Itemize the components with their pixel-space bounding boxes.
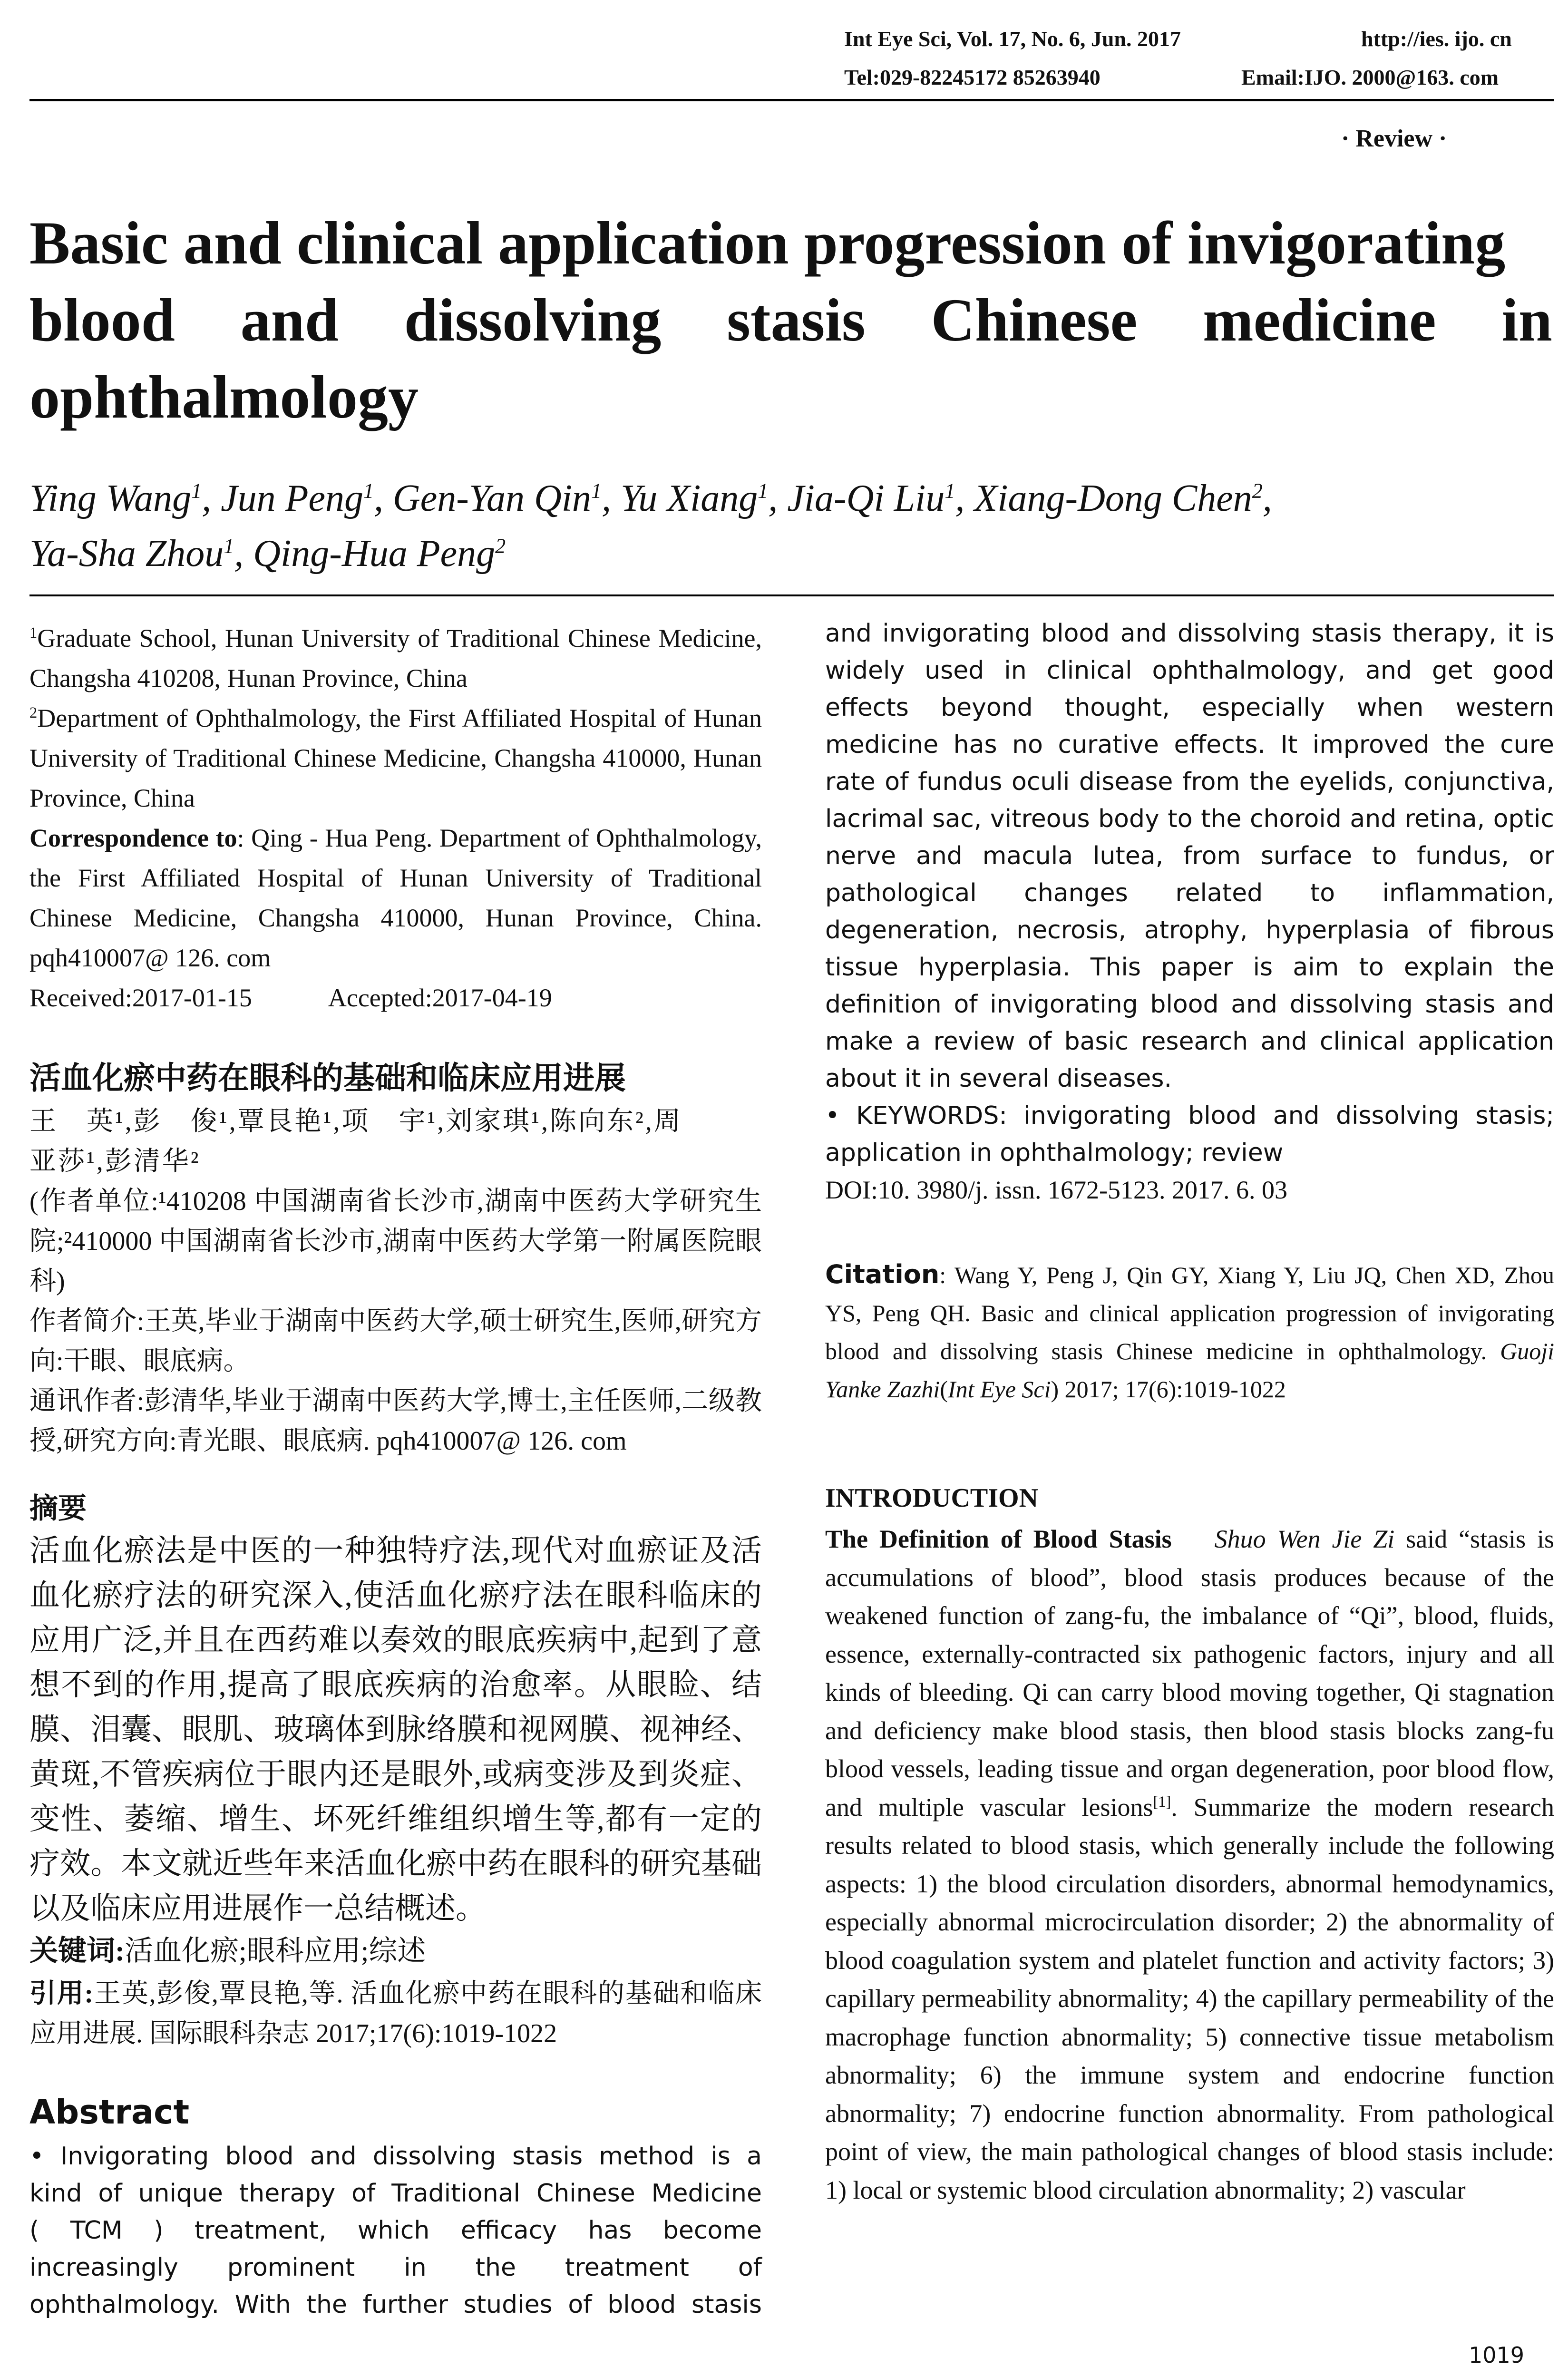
affiliation-1 [29, 618, 762, 698]
author-sep: , [373, 477, 393, 519]
word: of [98, 2179, 122, 2208]
abstract-line [29, 2286, 762, 2323]
author-sep: , [234, 533, 253, 575]
author-name: Yu Xiang [621, 477, 758, 519]
word: and [310, 2142, 357, 2171]
word: further [362, 2290, 448, 2319]
word: the [306, 2290, 347, 2319]
title-word: in [1501, 286, 1552, 354]
word: is [711, 2142, 730, 2171]
word: ophthalmology. [29, 2290, 220, 2319]
cn-keywords-label: 关键词: [29, 1935, 125, 1967]
journal-tel: Tel:029-82245172 85263940 [844, 65, 1101, 89]
author-aff: 1 [191, 479, 202, 503]
citation-label: Citation [825, 1259, 940, 1289]
author-name: Ya-Sha Zhou [29, 533, 224, 575]
word: become [662, 2216, 762, 2245]
abstract-continued: and invigorating blood and dissolving stasis therapy, it is widely used in clinical ophthalmology, and get good effects beyond thought, especially when western medicine has no curative effects. It improved the cure rate of fundus oculi disease from the eyelids, conjunctiva, lacrimal sac, vitreous body to the choroid and retina, optic nerve and macula lutea, from surface to fundus, or pathological changes related to inflammation, degeneration, necrosis, atrophy, hyperplasia of fibrous tissue hyperplasia. This paper is aim to explain the definition of invigorating blood and dissolving stasis and make a review of basic research and clinical application about it in several diseases. [825, 619, 1554, 1093]
word: blood [607, 2290, 676, 2319]
affiliation-2 [29, 698, 762, 818]
aff-number: 2 [29, 704, 38, 721]
authors-rule [29, 594, 1554, 596]
cn-authors-line: 亚莎¹,彭清华² [29, 1147, 201, 1176]
title-line-2 [29, 282, 1552, 359]
author-sep: , [955, 477, 974, 519]
word: dissolving [372, 2142, 496, 2171]
author-name: Jia-Qi Liu [787, 477, 945, 519]
word: blood [225, 2142, 294, 2171]
word: Chinese [536, 2179, 635, 2208]
title-word: dissolving [404, 286, 662, 354]
intro-paragraph [825, 1520, 1554, 2209]
word: the [475, 2253, 516, 2282]
word: increasingly [29, 2253, 178, 2282]
intro-heading: INTRODUCTION [825, 1483, 1039, 1513]
journal-url[interactable]: http://ies. ijo. cn [1361, 27, 1512, 51]
correspondence-text: : Qing - Hua Peng. Department of Ophthalmology, the First Affiliated Hospital of Hunan University of Traditional Chinese Medicine, Changsha 410000, Hunan Province, China. pqh410007@ 126. com [29, 824, 762, 972]
word: of [351, 2179, 376, 2208]
word: TCM [70, 2216, 123, 2245]
author-aff: 1 [363, 479, 374, 503]
accepted-date: Accepted:2017-04-19 [328, 984, 552, 1012]
word: • [29, 2142, 44, 2171]
cn-authors [29, 1101, 762, 1181]
word: Traditional [391, 2179, 520, 2208]
author-name: Jun Peng [221, 477, 363, 519]
title-word: and [240, 286, 339, 354]
cn-citation-text [29, 1974, 762, 2054]
title-word: blood [29, 286, 175, 354]
word: ( [29, 2216, 39, 2245]
author-aff: 1 [224, 534, 234, 558]
cn-citation [29, 1974, 762, 2054]
author-aff: 2 [495, 534, 506, 558]
abstract-line [29, 2249, 762, 2286]
word: which [357, 2216, 430, 2245]
author-sep: , [768, 477, 788, 519]
article-title [29, 205, 1556, 436]
abstract-line [29, 2175, 762, 2212]
abstract-heading: Abstract [29, 2093, 190, 2132]
cn-contact: 通讯作者:彭清华,毕业于湖南中医药大学,博士,主任医师,二级教授,研究方向:青光眼、眼底病. pqh410007@ 126. com [29, 1386, 762, 1456]
word: of [568, 2290, 592, 2319]
aff-number: 1 [29, 624, 38, 642]
reference-marker[interactable]: [1] [1153, 1793, 1171, 1811]
aff-text: Graduate School, Hunan University of Traditional Chinese Medicine, Changsha 410208, Hunan Province, China [29, 624, 762, 692]
journal-line: Int Eye Sci, Vol. 17, No. 6, Jun. 2017 [844, 27, 1181, 51]
word: treatment [565, 2253, 689, 2282]
intro-text: . Summarize the modern research results related to blood stasis, which generally include the following aspects: 1) the blood circulation disorders, abnormal hemodynamics, especially abnormal microcirculation disorder; 2) the abnormality of blood coagulation system and platelet function and activity factors; 3) capillary permeability abnormality; 4) the capillary permeability of the macrophage function abnormality; 5) connective tissue metabolism abnormality; 6) the immune system and endocrine function abnormality; 7) endocrine function abnormality. From pathological point of view, the main pathological changes of blood stasis include: 1) local or systemic blood circulation abnormality; 2) vascular [825, 1792, 1555, 2204]
author-sep: , [602, 477, 621, 519]
abstract-keywords: • KEYWORDS: invigorating blood and dissolving stasis; application in ophthalmology; review [825, 1101, 1554, 1167]
author-line-2 [29, 526, 1272, 581]
citation-volume: ) 2017; 17(6):1019-1022 [1051, 1376, 1286, 1403]
cn-authors-line: 王 英¹,彭 俊¹,覃艮艳¹,项 宇¹,刘家琪¹,陈向东²,周 [29, 1107, 682, 1136]
word: method [599, 2142, 695, 2171]
citation-text: : Wang Y, Peng J, Qin GY, Xiang Y, Liu JQ, Chen XD, Zhou YS, Peng QH. Basic and clinical application progression of invigorating blood and dissolving stasis Chinese medicine in ophthalmology. [825, 1262, 1554, 1364]
aff-text: Department of Ophthalmology, the First Affiliated Hospital of Hunan University of Traditional Chinese Medicine, Changsha 410000, Hunan Province, China [29, 704, 762, 812]
cn-keywords [29, 1931, 762, 1971]
intro-subhead: The Definition of Blood Stasis [825, 1525, 1172, 1553]
citation-journal-en: Int Eye Sci [947, 1376, 1051, 1403]
author-name: Gen-Yan Qin [392, 477, 592, 519]
word: Invigorating [60, 2142, 209, 2171]
author-aff: 2 [1252, 479, 1263, 503]
citation [825, 1256, 1554, 1408]
citation-journal: Guoji Yanke Zazhi [825, 1338, 1554, 1403]
word: therapy [239, 2179, 336, 2208]
title-word: stasis [727, 286, 866, 354]
word: a [747, 2142, 762, 2171]
word: of [738, 2253, 762, 2282]
abstract-right [825, 615, 1554, 1208]
cn-abstract: 活血化瘀法是中医的一种独特疗法,现代对血瘀证及活血化瘀疗法的研究深入,使活血化瘀疗法在眼科临床的应用广泛,并且在西药难以奏效的眼底疾病中,起到了意想不到的作用,提高了眼底疾病的治愈率。从眼睑、结膜、泪囊、眼肌、玻璃体到脉络膜和视网膜、视神经、黄斑,不管疾病位于眼内还是眼外,或病变涉及到炎症、变性、萎缩、增生、坏死纤维组织增生等,都有一定的疗效。本文就近些年来活血化瘀中药在眼科的研究基础以及临床应用进展作一总结概述。 [29, 1534, 762, 1925]
correspondence-label: Correspondence to [29, 824, 237, 852]
abstract-line [29, 2138, 762, 2175]
title-word: medicine [1202, 286, 1436, 354]
abstract-line [29, 2212, 762, 2249]
abstract-left [29, 2138, 762, 2323]
title-line-3: ophthalmology [29, 363, 419, 431]
author-aff: 1 [591, 479, 602, 503]
journal-email[interactable]: Email:IJO. 2000@163. com [1241, 65, 1499, 89]
intro-text: said “stasis is accumulations of blood”, blood stasis produces because of the weakened function of zang-fu, the imbalance of “Qi”, blood, fluids, essence, externally-contracted six pathogenic factors, injury and all kinds of bleeding. Qi can carry blood moving together, Qi stagnation and deficiency make blood stasis, then blood stasis blocks zang-fu blood vessels, leading tissue and organ degeneration, poor blood flow, and multiple vascular lesions [825, 1525, 1554, 1822]
word: unique [138, 2179, 223, 2208]
cn-citation-label: 引用: [29, 1979, 94, 2008]
correspondence [29, 818, 762, 978]
affiliations [29, 618, 762, 1018]
cn-abstract-heading: 摘要 [29, 1493, 87, 1524]
word: in [404, 2253, 427, 2282]
word: treatment, [194, 2216, 327, 2245]
page-number: 1019 [1469, 2342, 1525, 2368]
author-name: Xiang-Dong Chen [974, 477, 1252, 519]
header-rule [29, 99, 1554, 101]
author-aff: 1 [758, 479, 769, 503]
intro-body [825, 1520, 1554, 2209]
word: Medicine [651, 2179, 762, 2208]
author-line-1 [29, 471, 1272, 526]
title-word: Chinese [931, 286, 1138, 354]
doi[interactable]: DOI:10. 3980/j. issn. 1672-5123. 2017. 6. 03 [825, 1176, 1287, 1204]
author-list [29, 471, 1272, 581]
intro-source: Shuo Wen Jie Zi [1214, 1525, 1395, 1553]
author-sep: , [202, 477, 221, 519]
author-name: Ying Wang [29, 477, 192, 519]
cn-abstract-block [29, 1489, 762, 1971]
author-aff: 1 [945, 479, 955, 503]
cn-keywords-text: 活血化瘀;眼科应用;综述 [124, 1935, 426, 1967]
word: efficacy [460, 2216, 557, 2245]
word: kind [29, 2179, 82, 2208]
cn-citation-body: 王英,彭俊,覃艮艳,等. 活血化瘀中药在眼科的基础和临床应用进展. 国际眼科杂志 2017;17(6):1019-1022 [29, 1979, 762, 2048]
dates [29, 978, 762, 1018]
citation-paren: ( [940, 1376, 948, 1403]
author-name: Qing-Hua Peng [253, 533, 496, 575]
title-line-1: Basic and clinical application progression of invigorating [29, 209, 1506, 277]
cn-units: (作者单位:¹410208 中国湖南省长沙市,湖南中医药大学研究生院;²410000 中国湖南省长沙市,湖南中医药大学第一附属医院眼科) [29, 1187, 762, 1296]
word: stasis [691, 2290, 762, 2319]
word: studies [463, 2290, 553, 2319]
author-sep: , [1262, 477, 1272, 519]
cn-title: 活血化瘀中药在眼科的基础和临床应用进展 [29, 1061, 626, 1096]
word: stasis [512, 2142, 583, 2171]
word: With [234, 2290, 291, 2319]
citation-block [825, 1256, 1554, 1408]
chinese-block [29, 1056, 762, 1461]
word: has [588, 2216, 632, 2245]
word: prominent [227, 2253, 355, 2282]
section-label: · Review · [1341, 125, 1447, 152]
cn-bio: 作者简介:王英,毕业于湖南中医药大学,硕士研究生,医师,研究方向:干眼、眼底病。 [29, 1306, 762, 1376]
received-date: Received:2017-01-15 [29, 984, 252, 1012]
word: ) [154, 2216, 164, 2245]
